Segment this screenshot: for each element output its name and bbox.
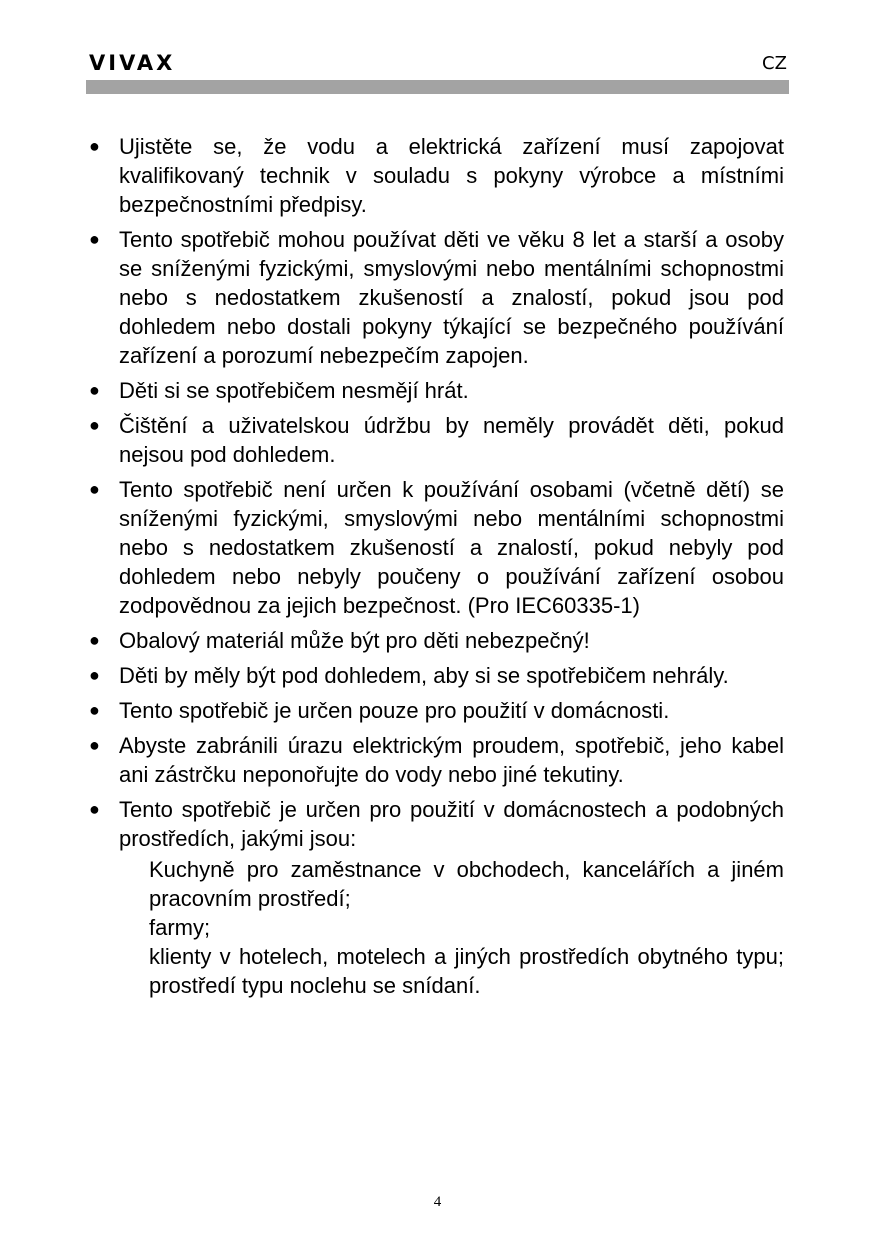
sub-list [149, 855, 784, 1000]
header-rule [86, 80, 789, 94]
bullet-list [86, 132, 784, 1000]
sub-item: Kuchyně pro zaměstnance v obchodech, kancelářích a jiném pracovním prostředí; [149, 857, 784, 911]
sub-item: klienty v hotelech, motelech a jiných prostředích obytného typu; prostředí typu noclehu se snídaní. [149, 944, 784, 998]
bullet-icon: ● [89, 229, 100, 249]
list-item-text: Děti by měly být pod dohledem, aby si se spotřebičem nehrály. [119, 663, 729, 688]
safety-instructions [86, 132, 784, 1006]
list-item-text: Tento spotřebič není určen k používání osobami (včetně dětí) se sníženými fyzickými, smyslovými nebo mentálními schopnostmi nebo s nedostatkem zkušeností a znalostí, pokud nebyly pod dohledem nebo nebyly poučeny o používání zařízení osobou zodpovědnou za jejich bezpečnost. (Pro IEC60335-1) [119, 477, 784, 618]
brand-logo: VIVAX [89, 51, 176, 75]
list-item [86, 376, 784, 405]
list-item [86, 411, 784, 469]
bullet-icon: ● [89, 735, 100, 755]
list-item-text: Obalový materiál může být pro děti nebezpečný! [119, 628, 590, 653]
language-code: CZ [762, 53, 787, 74]
list-item-text: Abyste zabránili úrazu elektrickým proudem, spotřebič, jeho kabel ani zástrčku neponořujte do vody nebo jiné tekutiny. [119, 733, 784, 787]
list-item-text: Tento spotřebič mohou používat děti ve věku 8 let a starší a osoby se sníženými fyzickými, smyslovými nebo mentálními schopnostmi nebo s nedostatkem zkušeností a znalostí, pokud jsou pod dohledem nebo dostali pokyny týkající se bezpečného používání zařízení a porozumí nebezpečím zapojen. [119, 227, 784, 368]
list-item-text: Ujistěte se, že vodu a elektrická zařízení musí zapojovat kvalifikovaný technik v souladu s pokyny výrobce a místními bezpečnostními předpisy. [119, 134, 784, 217]
bullet-icon: ● [89, 700, 100, 720]
bullet-icon: ● [89, 665, 100, 685]
bullet-icon: ● [89, 380, 100, 400]
bullet-icon: ● [89, 479, 100, 499]
list-item-text: Čištění a uživatelskou údržbu by neměly provádět děti, pokud nejsou pod dohledem. [119, 413, 784, 467]
list-item [86, 225, 784, 370]
list-item-text: Tento spotřebič je určen pouze pro použití v domácnosti. [119, 698, 670, 723]
list-item-text: Tento spotřebič je určen pro použití v domácnostech a podobných prostředích, jakými jsou: [119, 797, 784, 851]
list-item [86, 475, 784, 620]
list-item [86, 626, 784, 655]
list-item-text: Děti si se spotřebičem nesmějí hrát. [119, 378, 469, 403]
list-item [86, 661, 784, 690]
list-item [86, 132, 784, 219]
list-item [86, 696, 784, 725]
sub-item: farmy; [149, 915, 211, 940]
list-item [86, 731, 784, 789]
bullet-icon: ● [89, 799, 100, 819]
bullet-icon: ● [89, 415, 100, 435]
bullet-icon: ● [89, 630, 100, 650]
page-number: 4 [433, 1194, 442, 1210]
bullet-icon: ● [89, 136, 100, 156]
list-item [86, 795, 784, 1000]
